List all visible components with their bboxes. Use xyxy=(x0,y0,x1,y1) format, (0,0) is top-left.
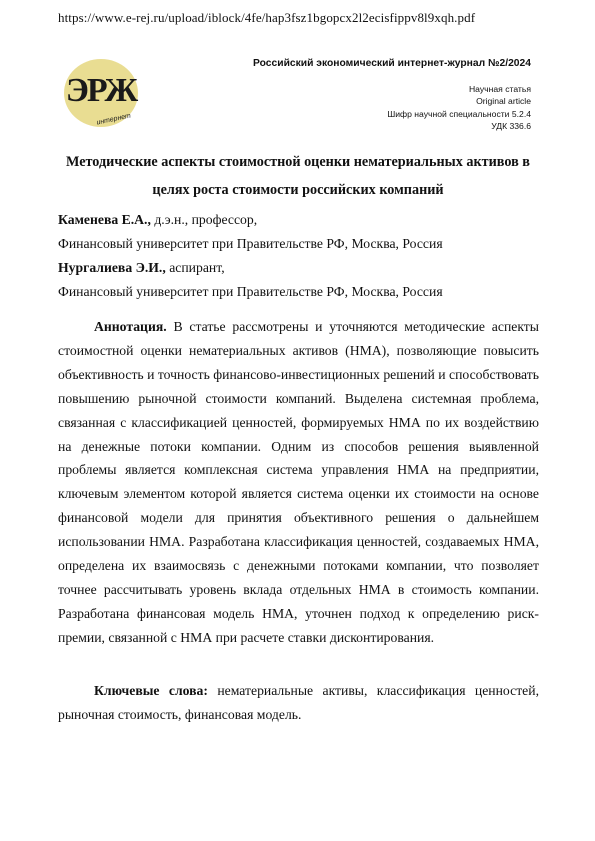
article-title xyxy=(58,148,538,204)
keywords-text: нематериальные активы, классификация ценностей, рыночная стоимость, финансовая модель. xyxy=(58,683,539,722)
article-type-en: Original article xyxy=(476,96,531,107)
author-details: д.э.н., профессор, xyxy=(150,212,258,227)
author-name: Каменева Е.А., xyxy=(58,212,151,227)
author-details: аспирант, xyxy=(165,260,225,275)
source-url: https://www.e-rej.ru/upload/iblock/4fe/hap3fsz1bgopcx2l2ecisfippv8l9xqh.pdf xyxy=(58,10,476,25)
article-title-line: Методические аспекты стоимостной оценки нематериальных активов в xyxy=(66,154,530,170)
author-1 xyxy=(58,211,257,229)
abstract xyxy=(58,315,539,650)
logo-subtitle: интернет xyxy=(95,112,132,127)
keywords-label: Ключевые слова: xyxy=(94,683,208,698)
journal-logo-icon xyxy=(62,57,140,129)
abstract-label: Аннотация. xyxy=(94,319,167,334)
author-1-affiliation: Финансовый университет при Правительстве РФ, Москва, Россия xyxy=(58,236,443,251)
journal-logo xyxy=(62,57,140,129)
article-type: Научная статья xyxy=(468,84,531,94)
author-2-affiliation: Финансовый университет при Правительстве РФ, Москва, Россия xyxy=(58,284,443,299)
specialty-code: Шифр научной специальности 5.2.4 xyxy=(387,108,531,119)
journal-name: Российский экономический интернет-журнал №2/2024 xyxy=(253,58,531,69)
article-title-line: целях роста стоимости российских компаний xyxy=(152,182,444,198)
logo-letters: ЭРЖ xyxy=(65,72,137,109)
abstract-text: В статье рассмотрены и уточняются методические аспекты стоимостной оценки нематериальных активов (НМА), позволяющие повысить объективность и точность финансово-инвестиционных решений и способствовать повышению рыночной стоимости компаний. Выделена системная проблема, связанная с классификацией ценностей, формируемых НМА по их воздействию на денежные потоки компании. Одним из способов решения выявленной проблемы является комплексная система управления НМА на предприятии, ключевым элементом которой является система оценки их стоимости на основе финансовой модели для принятия объективного решения о дальнейшем использовании НМА. Разработана классификация ценностей, создаваемых НМА, определена их взаимосвязь с денежными потоками компании, что позволяет точнее рассчитывать уровень вклада отдельных НМА в стоимость компании. Разработана финансовая модель НМА, уточнен подход к определению риск-премии, связанной с НМА при расчете ставки дисконтирования. xyxy=(58,319,539,645)
author-2 xyxy=(58,259,225,277)
keywords xyxy=(58,679,539,727)
article-meta xyxy=(387,83,531,133)
udc-code: УДК 336.6 xyxy=(491,121,531,132)
author-name: Нургалиева Э.И., xyxy=(58,260,166,275)
